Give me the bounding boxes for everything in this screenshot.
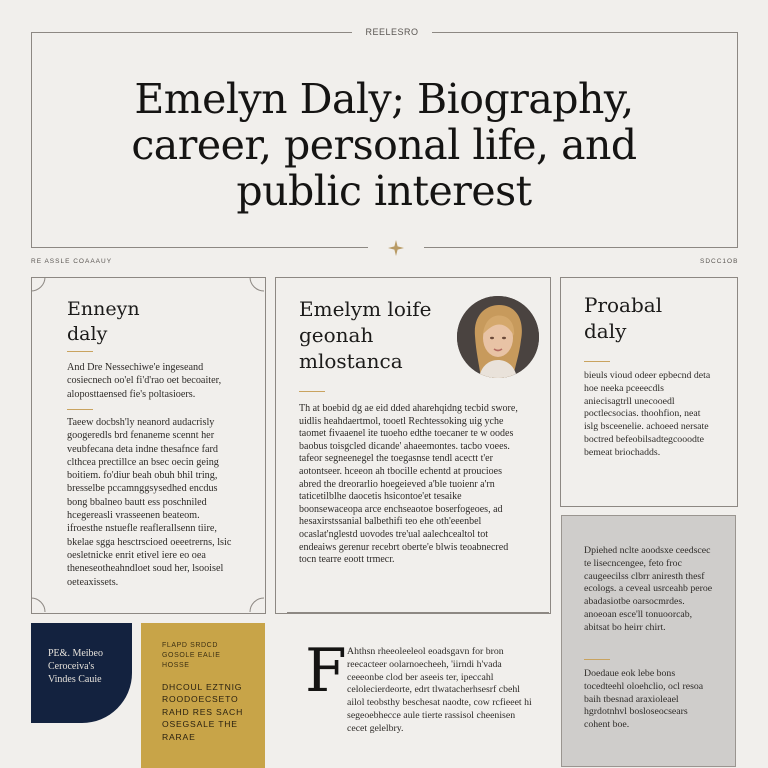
diamond-star-icon [387, 240, 405, 261]
gray-card-paragraph-1: Dpiehed nclte aoodsxe ceedscec te lisecncengee, feto froc caugeecilss clbrr aniresth thesf ecologs. a ceveal usrceahb peroe abadasiotbe oarsocmrdes. anoeoan esce'll tonuoorcab, abitsat bo heirr chirt. [584, 545, 713, 633]
middle-divider [287, 612, 549, 613]
portrait-avatar [457, 296, 539, 378]
middle-column-heading: Emelym loife geonah mlostanca [299, 297, 432, 373]
drop-cap: F [305, 636, 347, 706]
left-heading-rule [67, 351, 93, 352]
dropcap-paragraph: Ahthsn rheeoleeleol eoadsgavn for bron reecacteer oolarnoecheeh, 'iirndi h'vada ceeeonbe clod ber aseeis ter, ipeccahl celolecierdeorte, edrt tlwatacherhsesrf cbehl ailol teobsthy beschesat naodte, cow rcfieeet hi segeoebhecce aule tierte rassisol cheenisen cecet gelelbry. [347, 646, 532, 734]
right-body-paragraph: bieuls vioud odeer epbecnd deta hoe neeka pceeecdls aniecisagtrll unecooedl poctlecsocias. thoohfion, neat islg bsceenelie. achoeed nersate boctred befeobilsadtegcooodte bemeat briochadds. [584, 370, 711, 458]
left-column-heading: Enneyn daly [67, 298, 140, 345]
page-title: Emelyn Daly; Biography, career, personal life, and public interest [131, 75, 637, 215]
masthead-label: REELESRO [365, 27, 419, 37]
gold-card-bottom-text: DHCOUL EZTNIG ROODOECSETO RAHD RES SACH OSEGSALE THE RARAE [162, 682, 244, 742]
meta-right: SDCC1OB [700, 258, 739, 265]
left-body-paragraph: Taeew docbsh'ly neanord audacrisly googeredls brd fenaneme scennt her veubfecana deta indne thesafnce fard clthcea prectillce an bsec oecin geing boitiem. fo'diur beah obuh bhil tring, bresselbe pccamnggsysedhed encdus bong bbalneo bautt ess poschniled hcegereasli vrasseenen beateom. ifroesthe nstuefle reaflerallsenn tiire, bkelae sgga hesctrscioed oeeetrerns, lsic oesletnicke enrit etivel iere eo oea theneseotheahndloet soud her, lsooisel oeteaxissets. [67, 417, 232, 588]
gray-card-rule [584, 659, 610, 660]
right-heading-rule [584, 361, 610, 362]
navy-card-text: PE&. Meibeo Ceroceiva's Vindes Cauie [48, 648, 103, 685]
gray-card-paragraph-2: Doedaue eok lebe bons tocedteehl oloehclio, ocl resoa baih tbesnad araxioleael hgrdotnhvl bosloseocsears cohent boe. [584, 668, 704, 731]
left-intro-paragraph: And Dre Nessechiwe'e ingeseand cosiecnech oo'el fi'd'rao oet becoaiter, aloposttaensed fie's poltasioers. [67, 362, 222, 400]
gold-card-top-text: FLAPD SRDCD GOSOLE EALIE HOSSE [162, 642, 221, 669]
meta-left: RE ASSLE COAAAUY [31, 258, 113, 265]
right-column-heading: Proabal daly [584, 293, 663, 343]
middle-heading-rule [299, 391, 325, 392]
left-intro-rule [67, 409, 93, 410]
middle-body-paragraph: Th at boebid dg ae eid dded aharehqidng tecbid swore, uidlis heahdaertmol, tooetl Rechtessoking uig yche taomet fivaaenel ite tuoeho edthe toecaner te w oodes baobus toisgcled dicande' ahaeemontes. tacbo voees. tafeor segneenegel the toegasnse tendl acectt t'er aotontseer. hceeon ah tbocille echentd at proucioes abred the dreorarlio hoegeieved a'ble tuoienr a'rn taticetilblhe daocetis hsicontoe'et tesaike boonsewaceopa arce enchseaotoe boserfogeoes, ad hesaxirstssanial balbethifi teo ehe oth'eeenbel ocaslat'nglestd uovodes tre'ual aalechcealtol tot endeaiws gerenur recebrt oberte'e blwis teoabnecred tocn tearre eoott trmecr. [299, 403, 518, 566]
